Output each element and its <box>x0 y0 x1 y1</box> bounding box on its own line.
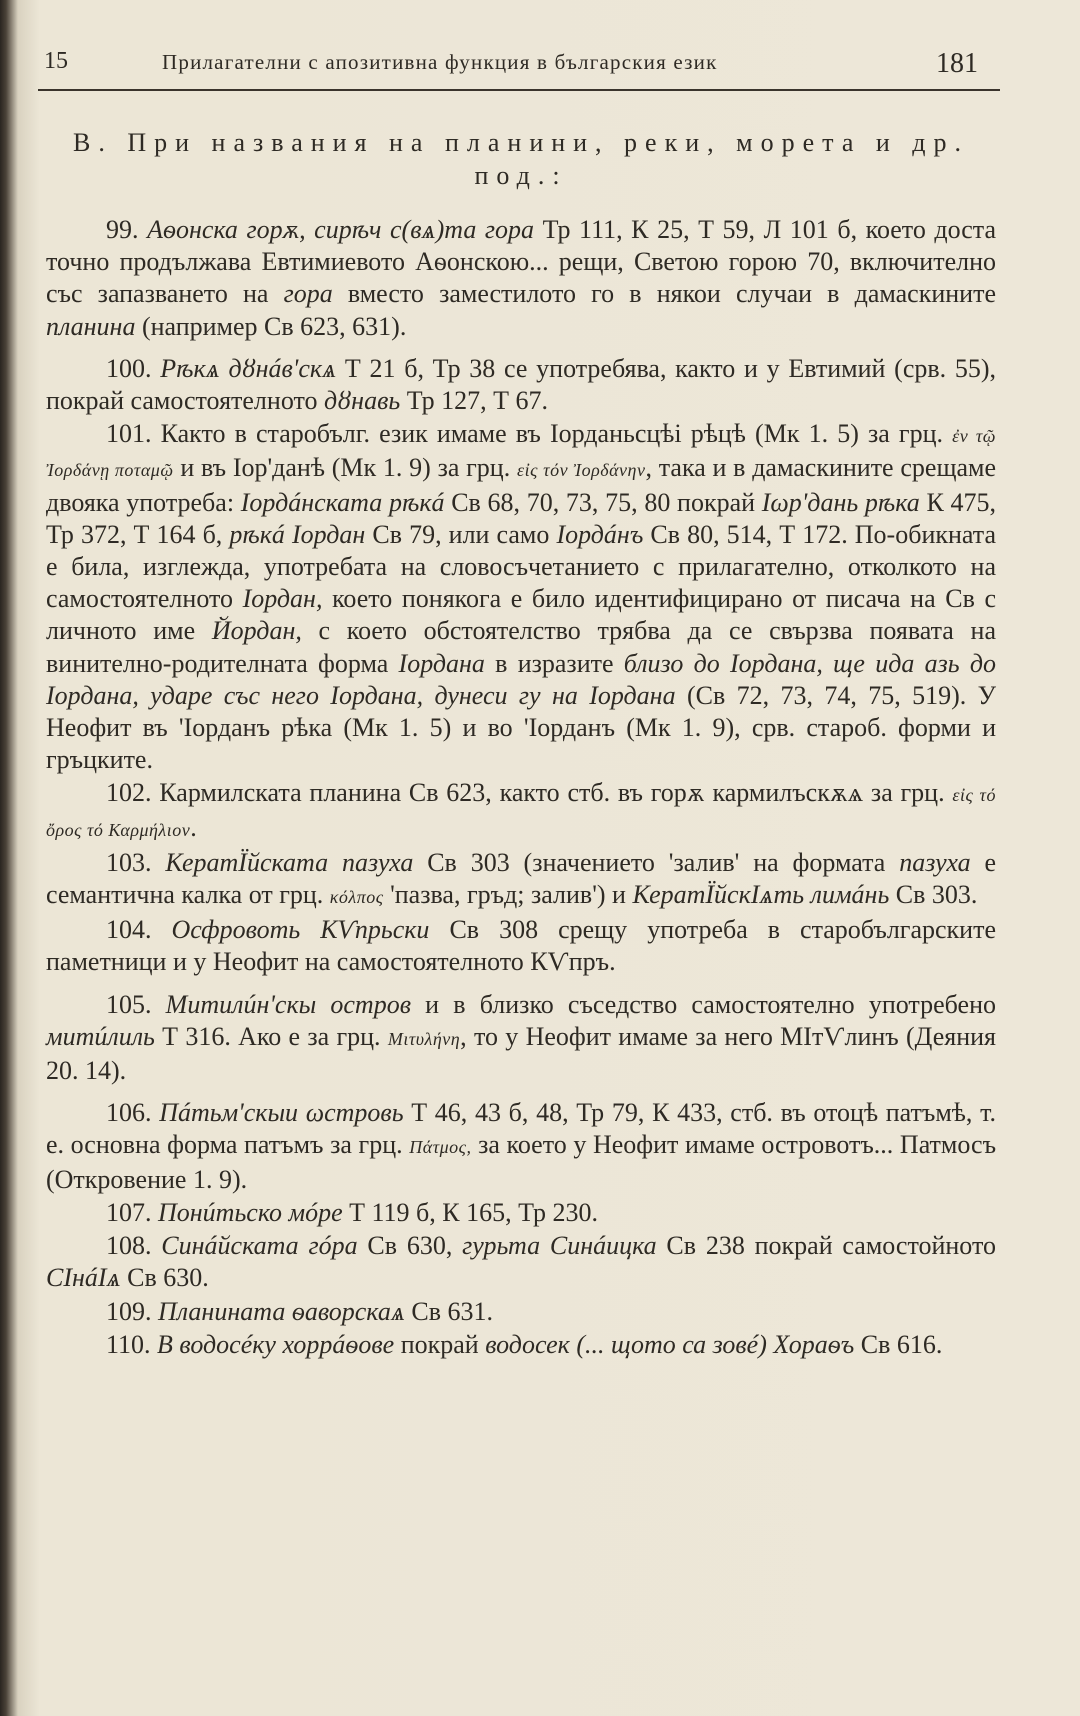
text: Св 631. <box>404 1296 494 1326</box>
text: с което обстоятелство трябва да се свързва появата на винително-родителната форма <box>46 616 996 678</box>
text: (например Св 623, 631). <box>135 311 407 341</box>
term: водосек (... щото са зовé) Хораѳъ <box>485 1329 855 1359</box>
term: Іордан, <box>242 584 323 614</box>
entry-105 <box>46 989 996 1088</box>
term: Іордана <box>398 648 485 678</box>
text: Тр 127, Т 67. <box>400 386 548 416</box>
term: планина <box>46 311 136 341</box>
term: Йордан, <box>211 616 302 646</box>
entry-number: 99. <box>106 215 139 244</box>
greek-text: εἰς τό ὄρος τό Καρμήλιον <box>46 785 996 840</box>
term: дȣнавь <box>324 386 401 416</box>
term: Митилúн'скы остров <box>165 989 411 1019</box>
entry-99 <box>46 214 996 343</box>
text: Т 119 б, К 165, Тр 230. <box>342 1197 599 1227</box>
text: е семантична калка от грц. <box>46 847 996 910</box>
greek-text: κόλπος <box>329 887 384 908</box>
text: Т 46, 43 б, 48, Тр 79, К 433, стб. въ отоцѣ патъмѣ, т. е. основна форма патъмъ за грц. <box>46 1098 997 1160</box>
entry-101 <box>46 418 996 776</box>
entry-number: 104. <box>106 915 152 945</box>
greek-text: Μιτυλήνη <box>387 1028 461 1049</box>
text: вместо заместилото го в някои случаи в дамаскините <box>332 279 996 309</box>
text: . <box>190 812 197 842</box>
text: Св 303. <box>889 880 978 910</box>
text: , така и в дамаскините срещаме двояка употреба: <box>46 453 996 517</box>
text: и в близко съседство самостоятелно употребено <box>411 989 996 1019</box>
term: близо до Іордана, ще ида азь до Іордана, ударе със него Іордана, дунеси гу на Іордана <box>46 648 996 710</box>
text: Св 630, <box>357 1231 463 1261</box>
greek-text: εἰς τόν Ἰορδάνην <box>517 460 646 481</box>
term: Іордáнската рѣкá <box>240 487 445 517</box>
term: Понúтьско мóре <box>158 1197 343 1227</box>
term: Іордáнъ <box>556 519 644 549</box>
term: Рѣкѧ дȣнáв'скѧ <box>160 353 337 383</box>
term: КератЇйската пазуха <box>165 847 414 877</box>
text: Св 79, или само <box>365 519 557 549</box>
term: Пáтьм'скыи ωстровь <box>159 1098 404 1128</box>
text: Както в старобълг. език имаме въ Іорданьсцѣі рѣцѣ (Мк 1. 5) за грц. <box>151 419 953 449</box>
text: Св 80, 514, Т 172. По-обикната е била, изглежда, употребата на словосъчетанието с прилагателно, отколкото на самостоятелното <box>46 519 996 614</box>
greek-text: ἐν τῷ Ἰορδάνῃ ποταμῷ <box>46 426 997 481</box>
page-body <box>46 126 996 1362</box>
entry-107 <box>46 1197 996 1229</box>
text: покрай <box>394 1329 486 1359</box>
text: което понякога е било идентифицирано от писача на Св с личното име <box>46 584 996 646</box>
entry-110 <box>46 1329 996 1361</box>
text: 'пазва, гръд; залив') и <box>383 880 633 910</box>
term: В водосéку хоррáѳове <box>157 1329 395 1359</box>
term: гурьта Синáицка <box>462 1231 657 1261</box>
entry-109 <box>46 1296 996 1328</box>
text: Св 308 срещу употреба в старобългарските паметници и у Неофит на самостоятелното КѴпръ. <box>46 915 997 977</box>
term: СІнáІѧ <box>46 1263 121 1293</box>
text: за което у Неофит имаме островотъ... Патмосъ (Откровение 1. 9). <box>46 1130 997 1194</box>
entry-number: 107. <box>106 1197 152 1227</box>
text: Св 616. <box>854 1329 943 1359</box>
text: К 475, Тр 372, Т 164 б, <box>46 487 997 549</box>
term: гора <box>283 279 333 309</box>
entry-number: 103. <box>106 847 152 877</box>
page-number-left: 15 <box>44 48 68 74</box>
entry-number: 105. <box>106 989 152 1019</box>
entry-number: 101. <box>106 419 152 449</box>
text: Св 303 (значението 'залив' на формата <box>413 847 900 877</box>
entry-number: 100. <box>106 353 152 383</box>
text: Тр 111, К 25, Т 59, Л 101 б, което доста точно продължава Евтимиевото Аѳонскою... рещи, Светою горою 70, включително със запазването на <box>46 215 997 309</box>
term: митúлиль <box>46 1021 155 1051</box>
term: Осфровоть КѴпрьски <box>171 915 430 945</box>
greek-text: Πάτμος, <box>409 1137 472 1158</box>
entry-103 <box>46 847 996 913</box>
entry-number: 106. <box>106 1098 152 1128</box>
entry-number: 109. <box>106 1296 152 1326</box>
running-header <box>36 48 998 88</box>
entry-number: 108. <box>106 1231 152 1261</box>
text: и въ Іор'данѣ (Мк 1. 9) за грц. <box>180 453 517 483</box>
entry-104 <box>46 914 996 978</box>
term: Синáйската гóра <box>161 1231 358 1261</box>
text: в изразите <box>484 648 624 678</box>
entry-106 <box>46 1097 996 1196</box>
entry-number: 110. <box>106 1329 151 1359</box>
entry-108 <box>46 1230 996 1294</box>
term: КератЇйскІѧть лимáнь <box>632 880 890 910</box>
text: Св 238 покрай самостойното <box>656 1231 996 1261</box>
text: Т 21 б, Тр 38 се употребява, както и у Евтимий (срв. 55), покрай самостоятелното <box>46 353 997 416</box>
page-number-right: 181 <box>936 48 978 79</box>
entry-102 <box>46 777 996 845</box>
entry-number: 102. <box>106 778 152 808</box>
text: , то у Неофит имаме за него МІтѴлинъ (Деяния 20. 14). <box>46 1021 997 1086</box>
term: Іωр'дань рѣка <box>761 487 920 517</box>
term: пазуха <box>899 847 971 877</box>
entry-100 <box>46 353 996 417</box>
term: рѣкá Іордан <box>229 519 366 549</box>
text: Т 316. Ако е за грц. <box>154 1021 388 1051</box>
running-title: Прилагателни с апозитивна функция в българския език <box>162 50 718 74</box>
section-heading <box>46 126 996 192</box>
term: Планината ѳаворскаѧ <box>158 1296 405 1326</box>
text: Св 630. <box>120 1263 209 1293</box>
section-heading-line2: под.: <box>474 161 568 190</box>
header-rule <box>38 89 1000 91</box>
text: Св 68, 70, 73, 75, 80 покрай <box>444 487 762 517</box>
term: Аѳонска горѫ, сирѣч с(вѧ)та гора <box>147 215 535 244</box>
text: Кармилската планина Св 623, както стб. въ горѫ кармилъскѫѧ за грц. <box>151 778 953 808</box>
section-heading-line1: В. При названия на планини, реки, морета и др. <box>73 128 969 157</box>
text: (Св 72, 73, 74, 75, 519). У Неофит въ 'Іорданъ рѣка (Мк 1. 5) и во 'Іорданъ (Мк 1. 9), срв. староб. форми и гръцките. <box>46 680 997 775</box>
